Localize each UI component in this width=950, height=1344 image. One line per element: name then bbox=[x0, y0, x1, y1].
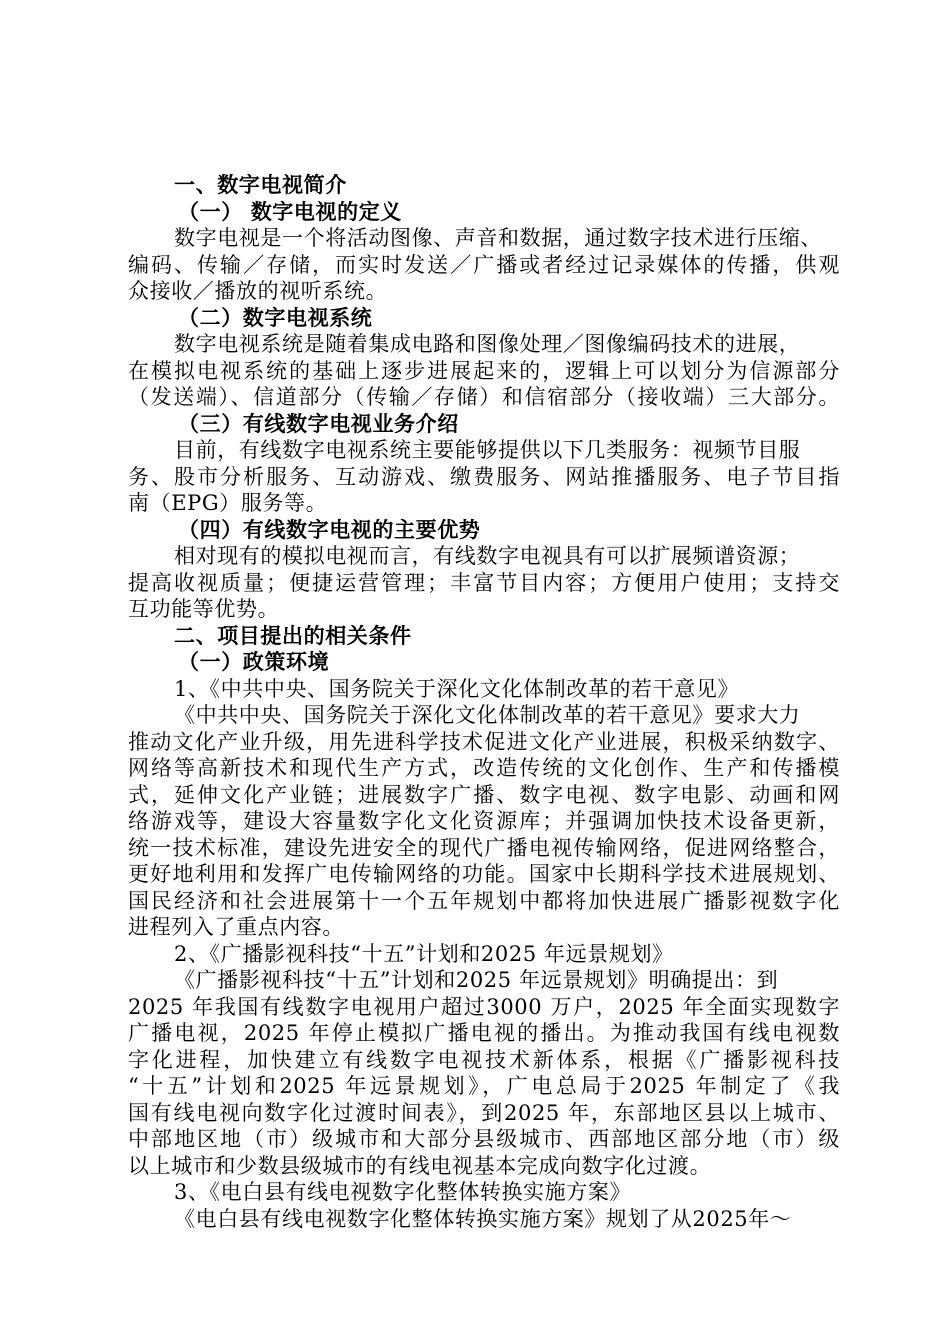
section-heading: （一）政策环境 bbox=[178, 650, 330, 674]
paragraph-line: 国有线电视向数字化过渡时间表》，到2025 年，东部地区县以上城市、 bbox=[128, 1100, 840, 1125]
section-heading: （二）数字电视系统 bbox=[178, 305, 373, 330]
paragraph-line: 推动文化产业升级，用先进科学技术促进文化产业进展，积极采纳数字、 bbox=[128, 729, 840, 754]
paragraph-line: 国民经济和社会进展第十一个五年规划中都将加快进展广播影视数字化 bbox=[128, 888, 840, 913]
section-heading: （四）有线数字电视的主要优势 bbox=[178, 517, 481, 542]
paragraph-line: 字化进程，加快建立有线数字电视技术新体系，根据《广播影视科技 bbox=[128, 1047, 840, 1072]
paragraph-line: 以上城市和少数县级城市的有线电视基本完成向数字化过渡。 bbox=[128, 1153, 712, 1178]
paragraph-line: 《电白县有线电视数字化整体转换实施方案》规划了从2025年～ bbox=[174, 1206, 792, 1231]
paragraph-line: 《广播影视科技“十五”计划和2025 年远景规划》明确提出：到 bbox=[174, 968, 779, 992]
paragraph-line: 互功能等优势。 bbox=[128, 597, 280, 621]
document-body bbox=[128, 172, 840, 1232]
paragraph-line: 数字电视是一个将活动图像、声音和数据，通过数字技术进行压缩、 bbox=[174, 226, 822, 250]
paragraph-line: 广播电视，2025 年停止模拟广播电视的播出。为推动我国有线电视数 bbox=[128, 1021, 840, 1045]
paragraph-line: 进程列入了重点内容。 bbox=[128, 915, 344, 939]
paragraph-line: 2025 年我国有线数字电视用户超过3000 万户，2025 年全面实现数字 bbox=[128, 994, 840, 1019]
section-heading: 二、项目提出的相关条件 bbox=[174, 623, 412, 648]
paragraph-line: 更好地利用和发挥广电传输网络的功能。国家中长期科学技术进展规划、 bbox=[128, 862, 840, 886]
section-heading: 一、数字电视简介 bbox=[174, 173, 347, 197]
paragraph-line: 编码、传输／存储，而实时发送／广播或者经过记录媒体的传播，供观 bbox=[128, 252, 840, 277]
paragraph-line: “十五”计划和2025 年远景规划》，广电总局于2025 年制定了《我 bbox=[128, 1074, 840, 1098]
paragraph-line: 统一技术标准，建设先进安全的现代广播电视传输网络，促进网络整合， bbox=[128, 835, 840, 860]
paragraph-line: 南（EPG）服务等。 bbox=[128, 491, 328, 515]
paragraph-line: 务、股市分析服务、互动游戏、缴费服务、网站推播服务、电子节目指 bbox=[128, 464, 840, 489]
paragraph-line: 数字电视系统是随着集成电路和图像处理／图像编码技术的进展， bbox=[174, 332, 801, 356]
paragraph-line: 网络等高新技术和现代生产方式，改造传统的文化创作、生产和传播模 bbox=[128, 756, 840, 780]
paragraph-line: 1、《中共中央、国务院关于深化文化体制改革的若干意见》 bbox=[174, 676, 740, 701]
paragraph-line: 众接收／播放的视听系统。 bbox=[128, 279, 388, 303]
section-heading: （三）有线数字电视业务介绍 bbox=[178, 411, 459, 436]
paragraph-line: 提高收视质量；便捷运营管理；丰富节目内容；方便用户使用；支持交 bbox=[128, 570, 840, 595]
section-heading: （一） 数字电视的定义 bbox=[178, 199, 402, 224]
paragraph-line: 式，延伸文化产业链；进展数字广播、数字电视、数字电影、动画和网 bbox=[128, 782, 840, 807]
paragraph-line: 2、《广播影视科技“十五”计划和2025 年远景规划》 bbox=[174, 941, 674, 966]
paragraph-line: 3、《电白县有线电视数字化整体转换实施方案》 bbox=[174, 1180, 632, 1204]
paragraph-line: 在模拟电视系统的基础上逐步进展起来的，逻辑上可以划分为信源部分 bbox=[128, 358, 840, 383]
paragraph-line: 《中共中央、国务院关于深化文化体制改革的若干意见》要求大力 bbox=[174, 703, 801, 727]
paragraph-line: 中部地区地（市）级城市和大部分县级城市、西部地区部分地（市）级 bbox=[128, 1127, 840, 1151]
paragraph-line: 目前，有线数字电视系统主要能够提供以下几类服务：视频节目服 bbox=[174, 438, 801, 462]
paragraph-line: 相对现有的模拟电视而言，有线数字电视具有可以扩展频谱资源； bbox=[174, 544, 801, 568]
paragraph-line: （发送端）、信道部分（传输／存储）和信宿部分（接收端）三大部分。 bbox=[128, 385, 840, 409]
paragraph-line: 络游戏等，建设大容量数字化文化资源库；并强调加快技术设备更新， bbox=[128, 809, 840, 833]
